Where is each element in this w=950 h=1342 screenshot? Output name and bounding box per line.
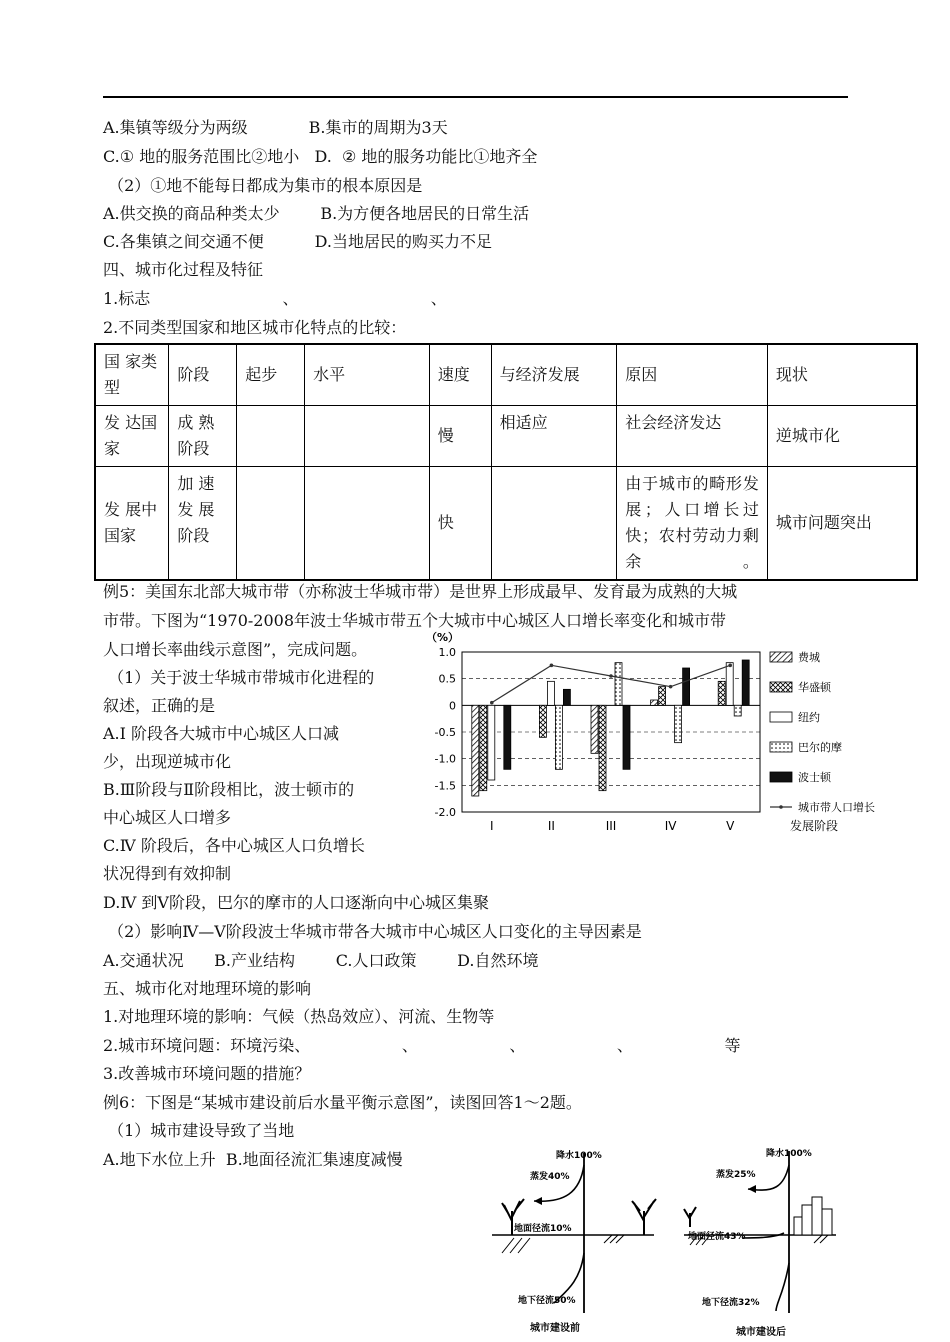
y-tick-label: 0.5 xyxy=(438,672,456,686)
line-series xyxy=(492,665,730,702)
text-line: 3.改善城市环境问题的措施？ xyxy=(103,1064,311,1083)
header-cell: 阶段 xyxy=(169,344,237,406)
option-line: 少，出现逆城市化 xyxy=(103,752,232,771)
table-cell xyxy=(237,467,305,581)
bar xyxy=(504,705,511,769)
table-cell: 相适应 xyxy=(491,406,617,467)
option-line: 状况得到有效抑制 xyxy=(103,864,232,883)
x-axis-label: 发展阶段 xyxy=(790,819,839,833)
bar xyxy=(472,705,479,796)
caption-before: 城市建设前 xyxy=(530,1323,580,1334)
table-cell: 发 展中 国家 xyxy=(95,467,169,581)
bar xyxy=(480,705,487,790)
surface-runoff-label: 地面径流43% xyxy=(688,1232,746,1242)
tree-icon xyxy=(632,1199,656,1235)
bar xyxy=(488,705,495,780)
caption-after: 城市建设后 xyxy=(736,1327,786,1338)
question-line: （1）城市建设导致了当地 xyxy=(103,1121,295,1140)
bar xyxy=(675,705,682,742)
option-line: C.Ⅳ 阶段后，各中心城区人口负增长 xyxy=(103,836,365,855)
legend-swatch xyxy=(770,772,792,782)
y-tick-label: -1.0 xyxy=(434,752,456,766)
example-text: 市带。下图为“1970-2008年波士华城市带五个大城市中心城区人口增长率变化和城市带 xyxy=(103,611,727,630)
line-point xyxy=(728,664,732,668)
x-tick-label: II xyxy=(547,819,555,833)
x-tick-label: I xyxy=(490,819,494,833)
table-cell: 社会经济发达 xyxy=(617,406,768,467)
legend-point xyxy=(779,805,783,809)
example-text: 例6：下图是“某城市建设前后水量平衡示意图”，读图回答1～2题。 xyxy=(103,1093,582,1112)
option-line: A.地下水位上升 B.地面径流汇集速度减慢 xyxy=(103,1150,403,1169)
legend-label: 城市带人口增长 xyxy=(798,801,875,814)
bar xyxy=(742,660,749,705)
evap-label: 蒸发25% xyxy=(716,1170,756,1180)
legend-label: 华盛顿 xyxy=(798,681,831,694)
header-cell: 速度 xyxy=(429,344,491,406)
question-line: （2）影响Ⅳ—Ⅴ阶段波士华城市带各大城市中心城区人口变化的主导因素是 xyxy=(103,922,642,941)
table-cell: 由于城市的畸形发展；人口增长过快；农村劳动力剩余。 xyxy=(617,467,768,581)
x-tick-label: V xyxy=(726,819,735,833)
header-cell: 水平 xyxy=(305,344,430,406)
table-cell: 加 速发 展阶段 xyxy=(169,467,237,581)
y-tick-label: -0.5 xyxy=(434,726,456,739)
option-line: B.Ⅲ阶段与Ⅱ阶段相比，波士顿市的 xyxy=(103,780,355,799)
y-tick-label: -2.0 xyxy=(434,806,456,819)
bar xyxy=(623,705,630,769)
bar xyxy=(734,705,741,716)
question-line: （2）①地不能每日都成为集市的根本原因是 xyxy=(103,176,423,195)
y-tick-label: 1.0 xyxy=(438,646,456,659)
header-cell: 国 家类型 xyxy=(95,344,169,406)
header-cell: 起步 xyxy=(237,344,305,406)
table-cell: 慢 xyxy=(429,406,491,467)
table-cell xyxy=(237,406,305,467)
text-line: 2.不同类型国家和地区城市化特点的比较： xyxy=(103,318,407,337)
bar xyxy=(539,705,546,737)
comparison-table xyxy=(94,343,918,581)
buildings-icon xyxy=(794,1197,832,1235)
option-line: A.交通状况 B.产业结构 C.人口政策 D.自然环境 xyxy=(103,951,539,970)
groundwater-label: 地下径流32% xyxy=(702,1298,760,1308)
table-cell: 快 xyxy=(429,467,491,581)
section-heading: 四、城市化过程及特征 xyxy=(103,260,264,279)
fill-blank-line: 1.标志 、 、 xyxy=(103,289,447,308)
bar xyxy=(563,689,570,705)
before-panel xyxy=(492,1149,656,1334)
table-cell xyxy=(491,467,617,581)
y-tick-label: -1.5 xyxy=(434,779,456,793)
groundwater-label: 地下径流50% xyxy=(518,1296,576,1306)
question-line: 叙述，正确的是 xyxy=(103,696,216,715)
header-cell: 现状 xyxy=(767,344,917,406)
header-cell: 与经济发展 xyxy=(491,344,617,406)
bar xyxy=(718,681,725,705)
water-balance-diagram xyxy=(484,1143,844,1338)
bar xyxy=(599,705,606,790)
population-growth-chart xyxy=(418,630,918,840)
header-cell: 原因 xyxy=(617,344,768,406)
table-cell: 城市问题突出 xyxy=(767,467,917,581)
legend-swatch xyxy=(770,652,792,662)
tree-icon xyxy=(684,1207,696,1227)
table-cell: 逆城市化 xyxy=(767,406,917,467)
surface-runoff-label: 地面径流10% xyxy=(514,1224,572,1234)
x-tick-label: III xyxy=(605,819,617,833)
option-line: A.Ⅰ 阶段各大城市中心城区人口减 xyxy=(103,724,340,743)
example-text: 例5：美国东北部大城市带（亦称波士华城市带）是世界上形成最早、发育最为成熟的大城 xyxy=(103,582,738,601)
bar xyxy=(659,687,666,706)
precip-label: 降水100% xyxy=(556,1151,602,1161)
question-line: （1）关于波士华城市带城市化进程的 xyxy=(103,668,375,687)
option-line: C.① 地的服务范围比②地小 D. ② 地的服务功能比①地齐全 xyxy=(103,147,538,166)
header-rule xyxy=(103,96,848,98)
table-cell xyxy=(305,406,430,467)
bar xyxy=(591,705,598,753)
legend-label: 费城 xyxy=(798,651,820,664)
legend-label: 巴尔的摩 xyxy=(798,741,842,754)
bar xyxy=(651,700,658,705)
table-cell: 发 达国家 xyxy=(95,406,169,467)
fill-blank-line: 2.城市环境问题：环境污染、 、 、 、 等 xyxy=(103,1036,741,1055)
precip-label: 降水100% xyxy=(766,1149,812,1159)
text-line: 1.对地理环境的影响：气候（热岛效应）、河流、生物等 xyxy=(103,1007,495,1026)
table-cell: 成 熟阶段 xyxy=(169,406,237,467)
legend-swatch xyxy=(770,712,792,722)
table-cell xyxy=(305,467,430,581)
option-line: A.供交换的商品种类太少 B.为方便各地居民的日常生活 xyxy=(103,204,530,223)
bar xyxy=(555,705,562,769)
legend-label: 纽约 xyxy=(798,711,820,724)
after-panel xyxy=(684,1147,836,1338)
legend-swatch xyxy=(770,682,792,692)
bar xyxy=(683,668,690,705)
bar xyxy=(726,663,733,706)
y-tick-label: 0 xyxy=(449,699,456,713)
section-heading: 五、城市化对地理环境的影响 xyxy=(103,979,312,998)
legend-swatch xyxy=(770,742,792,752)
line-point xyxy=(490,701,494,705)
line-point xyxy=(609,674,613,678)
legend-label: 波士顿 xyxy=(798,771,831,784)
evap-label: 蒸发40% xyxy=(530,1172,570,1182)
option-line: D.Ⅳ 到Ⅴ阶段，巴尔的摩市的人口逐渐向中心城区集聚 xyxy=(103,893,489,912)
y-axis-label: （%） xyxy=(426,631,460,644)
bar xyxy=(615,663,622,706)
example-text: 人口增长率曲线示意图”，完成问题。 xyxy=(103,640,368,659)
option-line: A.集镇等级分为两级 B.集市的周期为3天 xyxy=(103,118,448,137)
line-point xyxy=(550,664,554,668)
x-tick-label: IV xyxy=(664,819,677,833)
line-point xyxy=(669,685,673,689)
bar xyxy=(547,681,554,705)
option-line: C.各集镇之间交通不便 D.当地居民的购买力不足 xyxy=(103,232,492,251)
option-line: 中心城区人口增多 xyxy=(103,808,232,827)
